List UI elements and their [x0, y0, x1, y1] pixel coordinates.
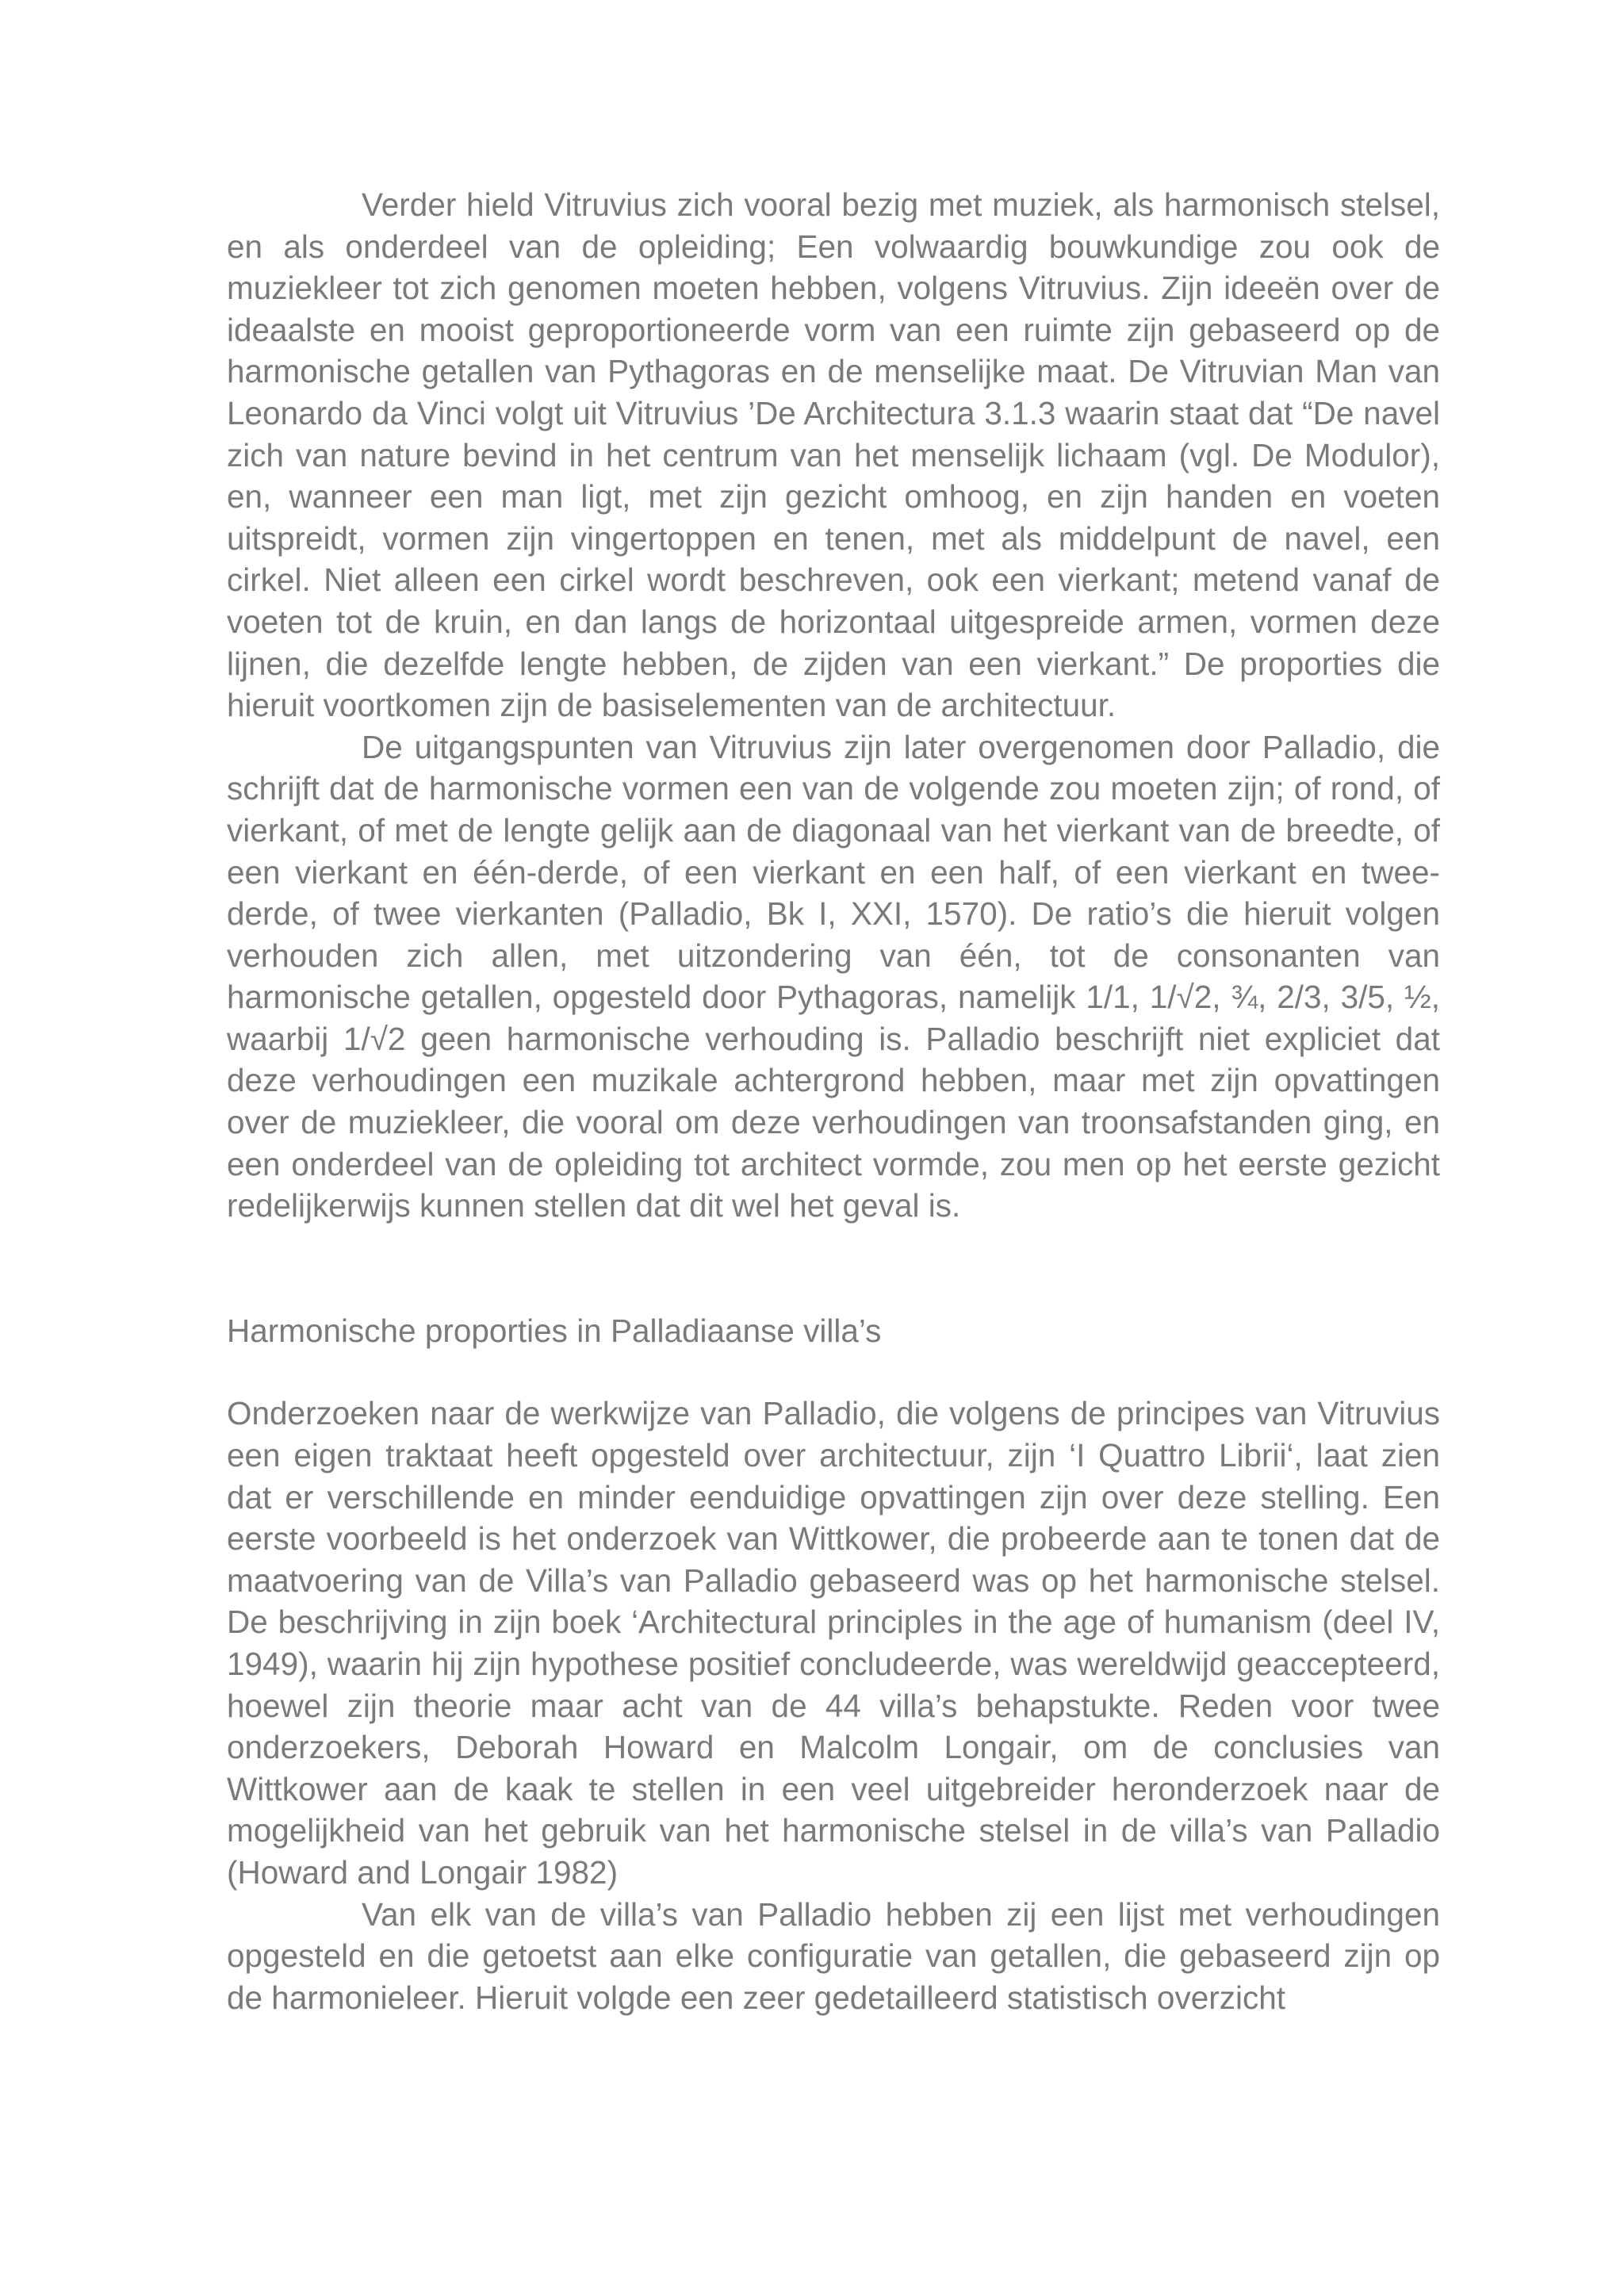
- section-spacer: [227, 1227, 1440, 1310]
- heading-spacer: [227, 1351, 1440, 1393]
- text-column: [227, 184, 1440, 2018]
- paragraph-vitruvius-music: Verder hield Vitruvius zich vooral bezig met muziek, als harmonisch stelsel, en als onderdeel van de opleiding; Een volwaardig bouwkundige zou ook de muziekleer tot zich genomen moeten hebben, volgens Vitruvius. Zijn ideeën over de ideaalste en mooist geproportioneerde vorm van een ruimte zijn gebaseerd op de harmonische getallen van Pythagoras en de menselijke maat. De Vitruvian Man van Leonardo da Vinci volgt uit Vitruvius ’De Architectura 3.1.3 waarin staat dat “De navel zich van nature bevind in het centrum van het menselijk lichaam (vgl. De Modulor), en, wanneer een man ligt, met zijn gezicht omhoog, en zijn handen en voeten uitspreidt, vormen zijn vingertoppen en tenen, met als middelpunt de navel, een cirkel. Niet alleen een cirkel wordt beschreven, ook een vierkant; metend vanaf de voeten tot de kruin, en dan langs de horizontaal uitgespreide armen, vormen deze lijnen, die dezelfde lengte hebben, de zijden van een vierkant.” De proporties die hieruit voortkomen zijn de basiselementen van de architectuur.: [227, 186, 1440, 724]
- section-heading: Harmonische proporties in Palladiaanse villa’s: [227, 1312, 882, 1349]
- paragraph-wittkower-research: Onderzoeken naar de werkwijze van Palladio, die volgens de principes van Vitruvius een eigen traktaat heeft opgesteld over architectuur, zijn ‘I Quattro Librii‘, laat zien dat er verschillende en minder eenduidige opvattingen zijn over deze stelling. Een eerste voorbeeld is het onderzoek van Wittkower, die probeerde aan te tonen dat de maatvoering van de Villa’s van Palladio gebaseerd was op het harmonische stelsel. De beschrijving in zijn boek ‘Architectural principles in the age of humanism (deel IV, 1949), waarin hij zijn hypothese positief concludeerde, was wereldwijd geaccepteerd, hoewel zijn theorie maar acht van de 44 villa’s behapstukte. Reden voor twee onderzoekers, Deborah Howard en Malcolm Longair, om de conclusies van Wittkower aan de kaak te stellen in een veel uitgebreider heronderzoek naar de mogelijkheid van het gebruik van het harmonische stelsel in de villa’s van Palladio (Howard and Longair 1982): [227, 1395, 1440, 1891]
- paragraph-howard-longair: Van elk van de villa’s van Palladio hebben zij een lijst met verhoudingen opgesteld en die getoetst aan elke configuratie van getallen, die gebaseerd zijn op de harmonieleer. Hieruit volgde een zeer gedetailleerd statistisch overzicht: [227, 1895, 1440, 2016]
- paragraph-palladio-forms: De uitgangspunten van Vitruvius zijn later overgenomen door Palladio, die schrijft dat de harmonische vormen een van de volgende zou moeten zijn; of rond, of vierkant, of met de lengte gelijk aan de diagonaal van het vierkant van de breedte, of een vierkant en één-derde, of een vierkant en een half, of een vierkant en twee-derde, of twee vierkanten (Palladio, Bk I, XXI, 1570). De ratio’s die hieruit volgen verhouden zich allen, met uitzondering van één, tot de consonanten van harmonische getallen, opgesteld door Pythagoras, namelijk 1/1, 1/√2, ¾, 2/3, 3/5, ½, waarbij 1/√2 geen harmonische verhouding is. Palladio beschrijft niet expliciet dat deze verhoudingen een muzikale achtergrond hebben, maar met zijn opvattingen over de muziekleer, die vooral om deze verhoudingen van troonsafstanden ging, en een onderdeel van de opleiding tot architect vormde, zou men op het eerste gezicht redelijkerwijs kunnen stellen dat dit wel het geval is.: [227, 728, 1440, 1224]
